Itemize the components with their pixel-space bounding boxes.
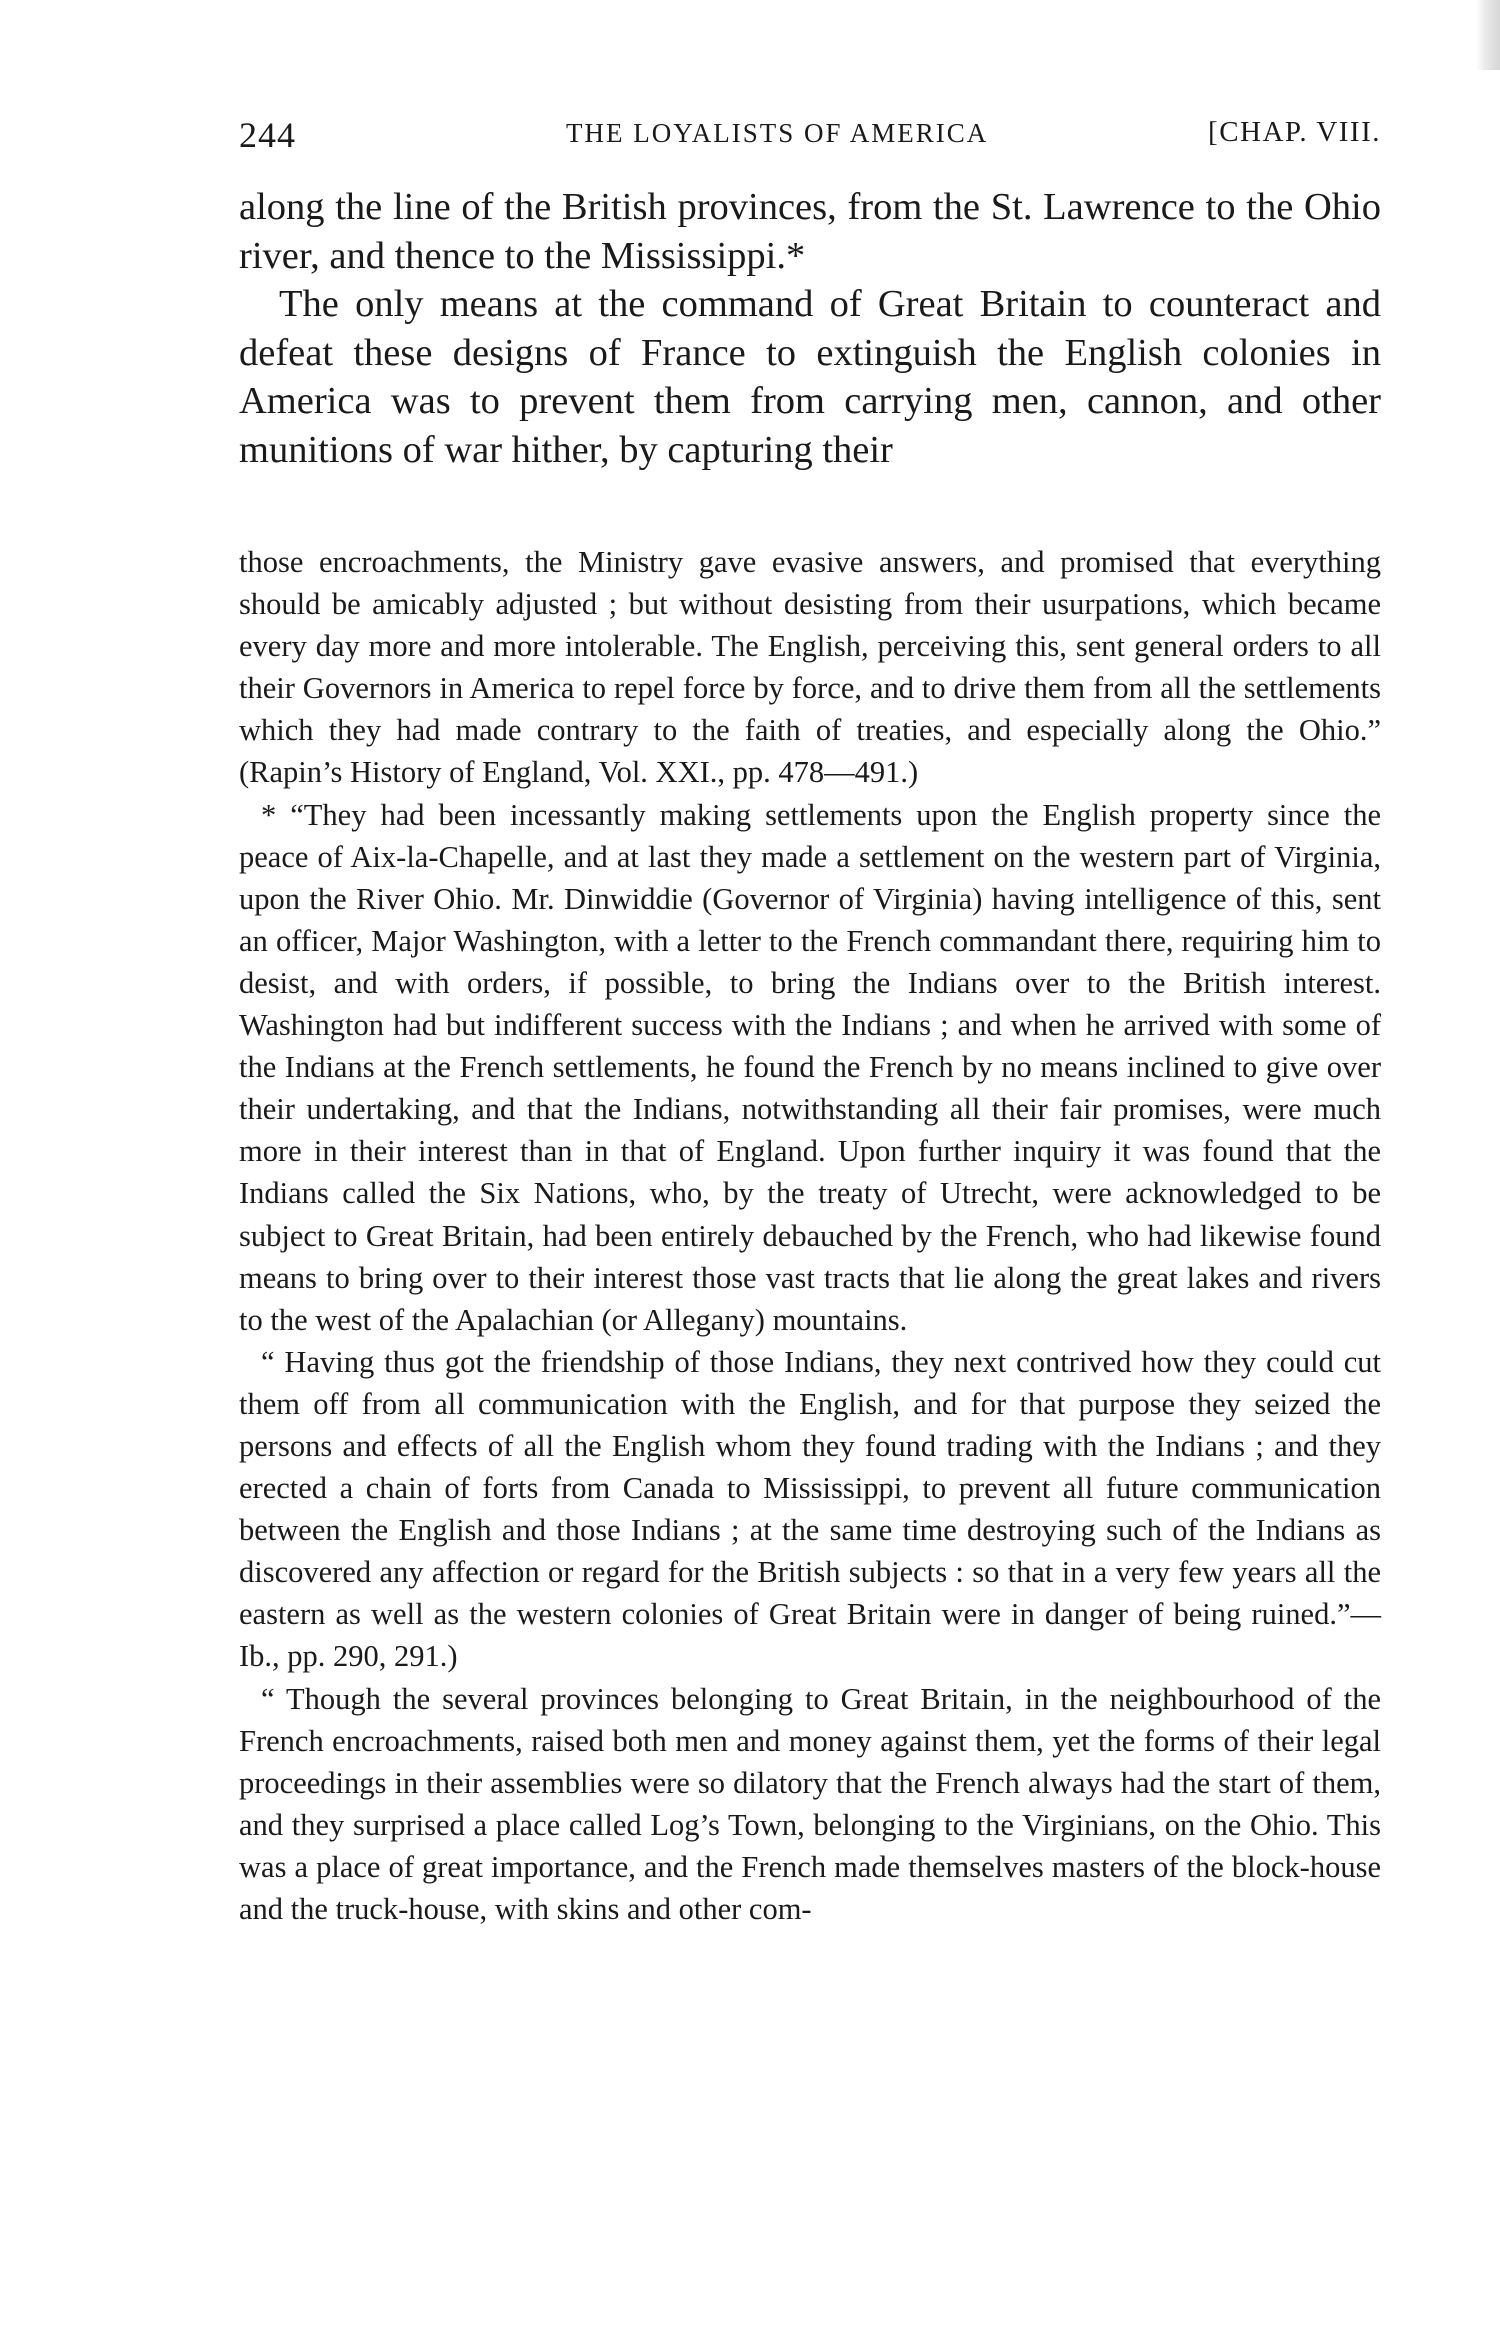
footnote-quote-2: “ Having thus got the friendship of those Indians, they next contrived how they could cut them off from all communication with the English, and for that purpose they seized the persons and effects of all the English whom they found trading with the Indians ; and they erected a chain of forts from Canada to Mississippi, to prevent all future communication between the English and those Indians ; at the same time destroying such of the Indians as discovered any affection or regard for the British subjects : so that in a very few years all the eastern as well as the western colonies of Great Britain were in danger of being ruined.”—Ib., pp. 290, 291.) — [239, 1344, 1381, 1674]
body-paragraph-1: along the line of the British provinces, from the St. Lawrence to the Ohio river, and thence to the Mississippi.* — [239, 186, 1381, 277]
footnote-star: * “They had been incessantly making settlements upon the English property since the peace of Aix-la-Chapelle, and at last they made a settlement on the western part of Virginia, upon the River Ohio. Mr. Dinwiddie (Governor of Virginia) having intelligence of this, sent an officer, Major Washington, with a letter to the French commandant there, requiring him to desist, and with orders, if possible, to bring the Indians over to the British interest. Washington had but indifferent success with the Indians ; and when he arrived with some of the Indians at the French settlements, he found the French by no means inclined to give over their undertaking, and that the Indians, notwithstanding all their fair promises, were much more in their interest than in that of England. Upon further inquiry it was found that the Indians called the Six Nations, who, by the treaty of Utrecht, were acknowledged to be subject to Great Britain, had been entirely debauched by the French, who had likewise found means to bring over to their interest those vast tracts that lie along the great lakes and rivers to the west of the Apalachian (or Allegany) mountains. — [239, 797, 1381, 1337]
body-paragraph-2: The only means at the command of Great Britain to counteract and defeat these designs of France to extinguish the English colonies in America was to prevent them from carrying men, cannon, and other munitions of war hither, by capturing their — [239, 283, 1381, 471]
chapter-label: [CHAP. VIII. — [1208, 116, 1381, 148]
footnotes — [239, 541, 1381, 1930]
page-number: 244 — [239, 115, 296, 155]
running-title: THE LOYALISTS OF AMERICA — [566, 118, 989, 148]
main-text — [239, 183, 1381, 475]
running-head — [239, 108, 1381, 158]
footnote-quote-3: “ Though the several provinces belonging to Great Britain, in the neighbourhood of the French encroachments, raised both men and money against them, yet the forms of their legal proceedings in their assemblies were so dilatory that the French always had the start of them, and they surprised a place called Log’s Town, belonging to the Virginians, on the Ohio. This was a place of great importance, and the French made themselves masters of the block-house and the truck-house, with skins and other com- — [239, 1681, 1381, 1926]
footnote-continuation: those encroachments, the Ministry gave evasive answers, and promised that everything should be amicably adjusted ; but without desisting from their usurpations, which became every day more and more intolerable. The English, perceiving this, sent general orders to all their Governors in America to repel force by force, and to drive them from all the settlements which they had made contrary to the faith of treaties, and especially along the Ohio.” (Rapin’s History of England, Vol. XXI., pp. 478—491.) — [239, 545, 1381, 790]
page-edge-shadow — [1476, 0, 1500, 70]
